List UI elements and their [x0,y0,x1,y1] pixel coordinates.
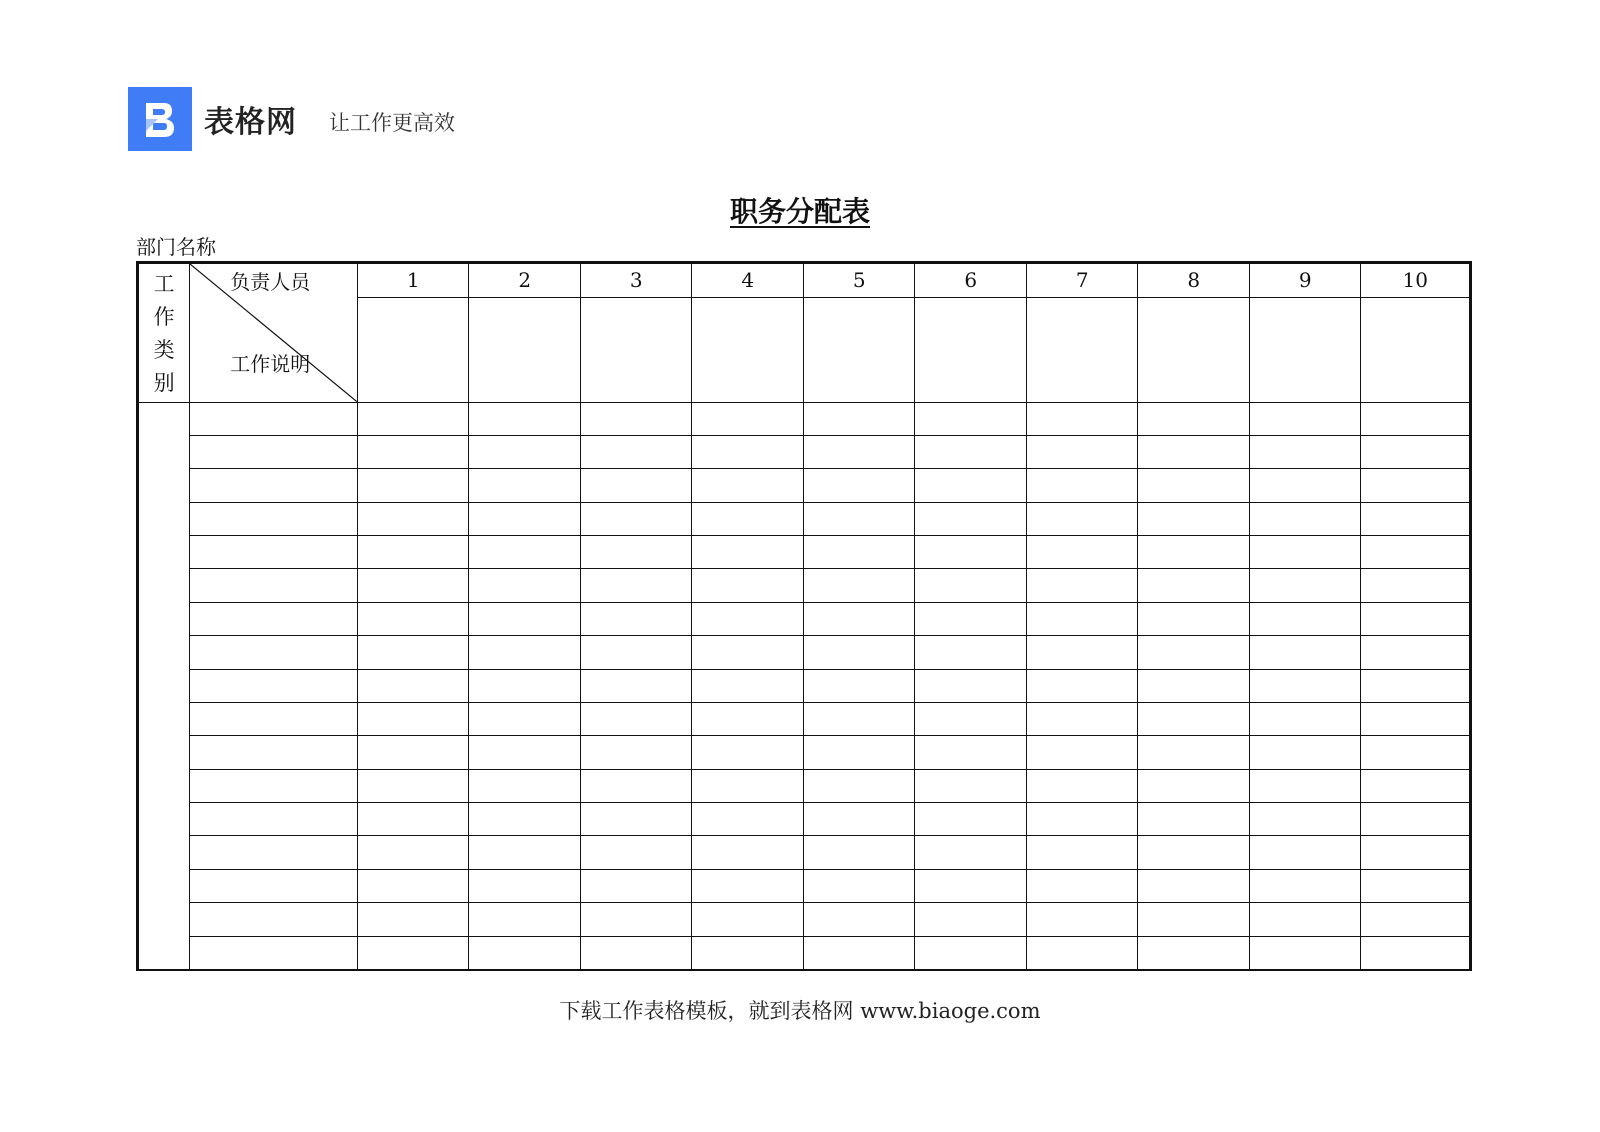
assignment-cell[interactable] [1138,669,1250,702]
assignment-cell[interactable] [915,936,1027,970]
assignment-cell[interactable] [803,669,915,702]
table-row [138,836,1471,869]
work-description-cell[interactable] [190,803,358,836]
assignment-cell[interactable] [469,636,581,669]
diagonal-header-cell [190,263,358,403]
assignment-cell[interactable] [1249,702,1361,735]
assignment-cell[interactable] [915,569,1027,602]
assignment-cell[interactable] [580,569,692,602]
table-row [138,702,1471,735]
header-blank-cell[interactable] [580,297,692,402]
table-row [138,536,1471,569]
header-blank-cell[interactable] [469,297,581,402]
assignment-cell[interactable] [1361,569,1471,602]
category-label-char: 工 [153,272,175,296]
assignment-cell[interactable] [692,602,804,635]
assignment-cell[interactable] [692,569,804,602]
category-cell[interactable] [138,402,190,970]
footer-text: 下载工作表格模板，就到表格网 www.biaoge.com [559,999,1041,1023]
page-title-text: 职务分配表 [729,195,870,228]
assignment-cell[interactable] [357,936,469,970]
assignment-cell[interactable] [1138,569,1250,602]
assignment-cell[interactable] [580,435,692,468]
category-header-cell [138,263,190,403]
assignment-cell[interactable] [1138,402,1250,435]
assignment-cell[interactable] [803,803,915,836]
assignment-cell[interactable] [915,502,1027,535]
assignment-cell[interactable] [1138,903,1250,936]
column-header-2: 2 [469,263,581,298]
table-row [138,869,1471,902]
assignment-cell[interactable] [915,769,1027,802]
department-label: 部门名称 [136,235,216,259]
work-description-label: 工作说明 [230,352,311,376]
assignment-cell[interactable] [357,602,469,635]
assignment-cell[interactable] [803,869,915,902]
assignment-cell[interactable] [1026,769,1138,802]
column-header-3: 3 [580,263,692,298]
assignment-cell[interactable] [1026,736,1138,769]
assignment-cell[interactable] [915,669,1027,702]
assignment-cell[interactable] [1249,502,1361,535]
assignment-cell[interactable] [580,536,692,569]
assignment-cell[interactable] [1026,936,1138,970]
assignment-cell[interactable] [803,569,915,602]
column-header-4: 4 [692,263,804,298]
assignment-cell[interactable] [1138,836,1250,869]
brand-name: 表格网 [204,105,297,140]
assignment-cell[interactable] [357,836,469,869]
assignment-cell[interactable] [580,469,692,502]
assignment-cell[interactable] [580,502,692,535]
table-row [138,602,1471,635]
assignment-cell[interactable] [803,402,915,435]
assignment-cell[interactable] [1361,803,1471,836]
assignment-cell[interactable] [803,836,915,869]
assignment-cell[interactable] [1026,869,1138,902]
assignment-cell[interactable] [1026,803,1138,836]
table-row [138,736,1471,769]
assignment-cell[interactable] [1249,903,1361,936]
assignment-cell[interactable] [1026,569,1138,602]
assignment-cell[interactable] [469,602,581,635]
assignment-cell[interactable] [469,669,581,702]
assignment-cell[interactable] [1249,669,1361,702]
assignment-cell[interactable] [1026,903,1138,936]
work-description-cell[interactable] [190,869,358,902]
assignment-cell[interactable] [803,636,915,669]
work-description-cell[interactable] [190,569,358,602]
assignment-cell[interactable] [469,536,581,569]
assignment-cell[interactable] [1361,536,1471,569]
assignment-cell[interactable] [357,435,469,468]
assignment-cell[interactable] [357,702,469,735]
assignment-cell[interactable] [803,536,915,569]
assignment-cell[interactable] [1361,669,1471,702]
assignment-cell[interactable] [915,803,1027,836]
assignment-cell[interactable] [1361,836,1471,869]
work-description-cell[interactable] [190,736,358,769]
assignment-cell[interactable] [1361,435,1471,468]
assignment-cell[interactable] [1249,936,1361,970]
assignment-cell[interactable] [1361,936,1471,970]
assignment-cell[interactable] [1361,869,1471,902]
header-blank-cell[interactable] [803,297,915,402]
column-header-1: 1 [357,263,469,298]
assignment-cell[interactable] [692,469,804,502]
assignment-cell[interactable] [469,936,581,970]
assignment-cell[interactable] [469,736,581,769]
header-blank-cell[interactable] [1361,297,1471,402]
assignment-cell[interactable] [1249,435,1361,468]
assignment-cell[interactable] [1249,469,1361,502]
assignment-cell[interactable] [357,736,469,769]
column-header-8: 8 [1138,263,1250,298]
assignment-cell[interactable] [1249,803,1361,836]
assignment-cell[interactable] [1361,769,1471,802]
assignment-cell[interactable] [1361,469,1471,502]
assignment-cell[interactable] [469,469,581,502]
assignment-cell[interactable] [1361,402,1471,435]
responsible-person-label: 负责人员 [230,270,311,294]
assignment-cell[interactable] [1138,769,1250,802]
work-description-cell[interactable] [190,769,358,802]
assignment-cell[interactable] [469,435,581,468]
assignment-cell[interactable] [803,903,915,936]
assignment-cell[interactable] [1026,536,1138,569]
assignment-cell[interactable] [1026,636,1138,669]
table-row [138,936,1471,970]
assignment-cell[interactable] [1138,502,1250,535]
assignment-cell[interactable] [469,803,581,836]
assignment-cell[interactable] [915,435,1027,468]
assignment-cell[interactable] [580,636,692,669]
assignment-cell[interactable] [692,769,804,802]
assignment-cell[interactable] [580,869,692,902]
assignment-cell[interactable] [469,702,581,735]
assignment-cell[interactable] [803,936,915,970]
assignment-cell[interactable] [1138,602,1250,635]
assignment-cell[interactable] [1249,836,1361,869]
assignment-cell[interactable] [915,636,1027,669]
assignment-cell[interactable] [580,702,692,735]
logo-icon [128,87,192,151]
assignment-cell[interactable] [357,536,469,569]
assignment-cell[interactable] [580,769,692,802]
assignment-cell[interactable] [1026,669,1138,702]
assignment-cell[interactable] [1026,602,1138,635]
assignment-cell[interactable] [580,736,692,769]
assignment-cell[interactable] [357,769,469,802]
assignment-cell[interactable] [1026,502,1138,535]
assignment-cell[interactable] [1249,636,1361,669]
assignment-cell[interactable] [1249,602,1361,635]
table-row [138,402,1471,435]
assignment-cell[interactable] [469,869,581,902]
assignment-cell[interactable] [692,536,804,569]
column-header-10: 10 [1361,263,1471,298]
assignment-cell[interactable] [692,435,804,468]
assignment-cell[interactable] [1138,936,1250,970]
assignment-cell[interactable] [803,702,915,735]
assignment-cell[interactable] [1249,769,1361,802]
assignment-table [136,261,1472,971]
column-header-7: 7 [1026,263,1138,298]
assignment-cell[interactable] [915,836,1027,869]
table-row [138,636,1471,669]
table-row [138,903,1471,936]
assignment-cell[interactable] [580,402,692,435]
assignment-cell[interactable] [1138,869,1250,902]
table-row [138,502,1471,535]
assignment-cell[interactable] [915,869,1027,902]
assignment-cell[interactable] [915,469,1027,502]
assignment-cell[interactable] [1249,536,1361,569]
assignment-cell[interactable] [469,402,581,435]
category-label-char: 别 [153,371,175,395]
assignment-cell[interactable] [469,903,581,936]
assignment-cell[interactable] [469,836,581,869]
assignment-cell[interactable] [357,869,469,902]
assignment-cell[interactable] [1249,402,1361,435]
assignment-cell[interactable] [469,502,581,535]
assignment-cell[interactable] [580,803,692,836]
header-blank-cell[interactable] [357,297,469,402]
assignment-cell[interactable] [803,435,915,468]
assignment-cell[interactable] [915,602,1027,635]
work-description-cell[interactable] [190,402,358,435]
table-row [138,769,1471,802]
brand-slogan: 让工作更高效 [329,111,455,135]
assignment-cell[interactable] [1026,469,1138,502]
work-description-cell[interactable] [190,435,358,468]
assignment-cell[interactable] [915,702,1027,735]
assignment-cell[interactable] [1026,402,1138,435]
header-row [138,263,1471,298]
table-row [138,435,1471,468]
assignment-cell[interactable] [357,669,469,702]
assignment-cell[interactable] [580,602,692,635]
header-blank-cell[interactable] [1138,297,1250,402]
assignment-cell[interactable] [1361,602,1471,635]
assignment-cell[interactable] [469,769,581,802]
category-label-char: 类 [153,338,175,362]
assignment-cell[interactable] [803,602,915,635]
assignment-cell[interactable] [692,936,804,970]
header-blank-cell[interactable] [915,297,1027,402]
table-row [138,669,1471,702]
assignment-cell[interactable] [1138,536,1250,569]
assignment-cell[interactable] [1138,702,1250,735]
page-title [0,190,1600,230]
assignment-cell[interactable] [1249,736,1361,769]
assignment-cell[interactable] [580,936,692,970]
assignment-cell[interactable] [580,669,692,702]
assignment-cell[interactable] [692,636,804,669]
work-description-cell[interactable] [190,602,358,635]
assignment-cell[interactable] [692,803,804,836]
assignment-cell[interactable] [803,469,915,502]
assignment-cell[interactable] [692,836,804,869]
work-description-cell[interactable] [190,536,358,569]
assignment-cell[interactable] [803,769,915,802]
category-label [139,268,189,400]
assignment-cell[interactable] [915,736,1027,769]
assignment-cell[interactable] [1026,435,1138,468]
assignment-cell[interactable] [1138,469,1250,502]
assignment-cell[interactable] [357,502,469,535]
assignment-cell[interactable] [692,402,804,435]
assignment-cell[interactable] [1138,736,1250,769]
assignment-cell[interactable] [1361,702,1471,735]
column-header-5: 5 [803,263,915,298]
header-blank-cell[interactable] [692,297,804,402]
assignment-cell[interactable] [803,736,915,769]
header-blank-cell[interactable] [1026,297,1138,402]
assignment-cell[interactable] [1249,869,1361,902]
category-label-char: 作 [153,305,175,329]
assignment-cell[interactable] [357,803,469,836]
work-description-cell[interactable] [190,669,358,702]
assignment-cell[interactable] [1249,569,1361,602]
assignment-cell[interactable] [1026,836,1138,869]
work-description-cell[interactable] [190,903,358,936]
assignment-cell[interactable] [692,702,804,735]
assignment-cell[interactable] [1361,636,1471,669]
assignment-cell[interactable] [580,903,692,936]
assignment-cell[interactable] [803,502,915,535]
work-description-cell[interactable] [190,469,358,502]
assignment-cell[interactable] [580,836,692,869]
site-header [128,87,455,151]
assignment-cell[interactable] [692,903,804,936]
assignment-cell[interactable] [915,536,1027,569]
assignment-cell[interactable] [1026,702,1138,735]
column-header-6: 6 [915,263,1027,298]
assignment-cell[interactable] [357,636,469,669]
assignment-cell[interactable] [692,502,804,535]
work-description-cell[interactable] [190,636,358,669]
assignment-cell[interactable] [692,669,804,702]
work-description-cell[interactable] [190,936,358,970]
table-row [138,569,1471,602]
assignment-cell[interactable] [915,402,1027,435]
work-description-cell[interactable] [190,836,358,869]
assignment-cell[interactable] [1361,903,1471,936]
work-description-cell[interactable] [190,502,358,535]
assignment-cell[interactable] [357,469,469,502]
assignment-cell[interactable] [692,736,804,769]
table-row [138,803,1471,836]
table-row [138,469,1471,502]
column-header-9: 9 [1249,263,1361,298]
work-description-cell[interactable] [190,702,358,735]
assignment-cell[interactable] [357,569,469,602]
assignment-cell[interactable] [1138,803,1250,836]
assignment-cell[interactable] [915,903,1027,936]
assignment-cell[interactable] [469,569,581,602]
assignment-cell[interactable] [1138,435,1250,468]
assignment-cell[interactable] [1361,736,1471,769]
assignment-cell[interactable] [692,869,804,902]
assignment-cell[interactable] [357,903,469,936]
assignment-cell[interactable] [1138,636,1250,669]
header-blank-cell[interactable] [1249,297,1361,402]
assignment-cell[interactable] [1361,502,1471,535]
assignment-cell[interactable] [357,402,469,435]
